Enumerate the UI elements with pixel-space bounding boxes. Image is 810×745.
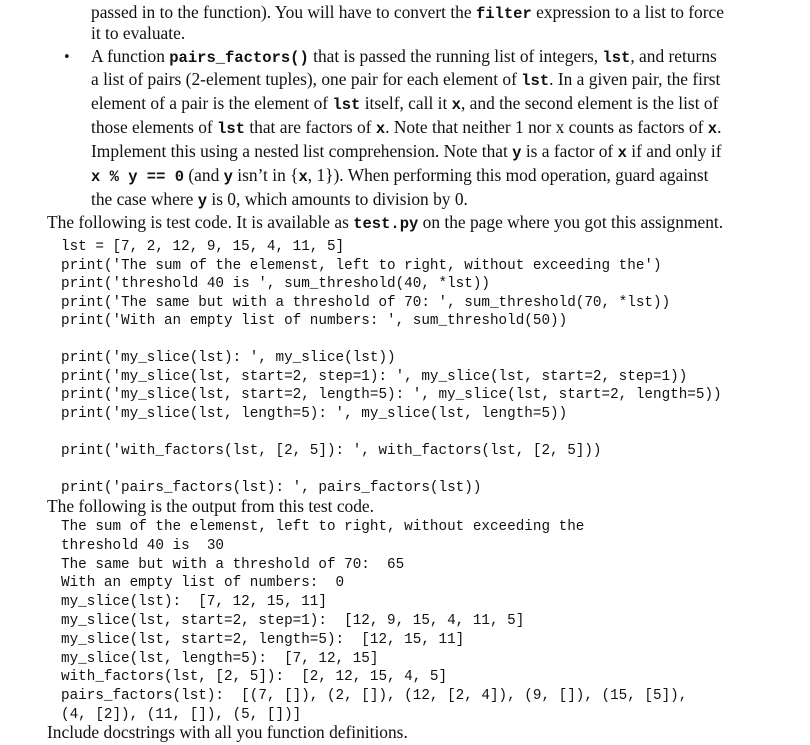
text-run: Implement this using a nested list comprehension. Note that	[91, 141, 513, 161]
bullet-line	[91, 69, 720, 91]
text-run: isn’t in {	[232, 165, 299, 185]
output-line: my_slice(lst, start=2, step=1): [12, 9, 15, 4, 11, 5]	[61, 613, 525, 629]
test-intro	[47, 212, 723, 234]
code-line: lst = [7, 2, 12, 9, 15, 4, 11, 5]	[61, 239, 345, 255]
text-run: on the page where you got this assignment.	[418, 212, 724, 232]
text-run: . Note that neither 1 nor x counts as factors of	[385, 117, 708, 137]
code-line: print('pairs_factors(lst): ', pairs_factors(lst))	[61, 479, 482, 496]
text-run: , and returns	[630, 46, 717, 66]
text-run: . In a given pair, the first	[549, 69, 721, 89]
text-run: expression to a list to force	[531, 2, 724, 22]
text-run: , and the second element is the list of	[460, 93, 719, 113]
code-line: print('my_slice(lst): ', my_slice(lst))	[61, 350, 396, 366]
text-run: that are factors of	[244, 117, 376, 137]
text-run: is 0, which amounts to division by 0.	[207, 189, 468, 209]
text-run: that is passed the running list of integers,	[308, 46, 603, 66]
output-line: pairs_factors(lst): [(7, []), (2, []), (12, [2, 4]), (9, []), (15, [5]),	[61, 688, 688, 705]
bullet-line	[91, 189, 468, 211]
bullet-line	[91, 93, 718, 115]
code-line: print('The sum of the elemenst, left to right, without exceeding the')	[61, 257, 662, 274]
bullet-marker: •	[63, 50, 71, 65]
output-line: my_slice(lst): [7, 12, 15, 11]	[61, 594, 327, 611]
output-line: The same but with a threshold of 70: 65	[61, 556, 405, 573]
inline-code: lst	[332, 96, 361, 114]
text-run: (and	[184, 165, 224, 185]
text-run: , 1}). When performing this mod operation, guard against	[307, 165, 709, 185]
code-line: print('with_factors(lst, [2, 5]): ', with_factors(lst, [2, 5]))	[61, 442, 602, 459]
inline-code: filter	[475, 5, 532, 23]
inline-code: lst	[521, 72, 550, 90]
inline-code: y	[223, 168, 233, 186]
text-run: element of a pair is the element of	[91, 93, 333, 113]
intro-line	[91, 23, 185, 43]
output-line: threshold 40 is 30	[61, 537, 225, 554]
inline-code: y	[512, 144, 522, 162]
text-run: if and only if	[626, 141, 722, 161]
bullet-line	[91, 117, 721, 139]
inline-code: pairs_factors()	[169, 49, 309, 67]
output-line: The sum of the elemenst, left to right, without exceeding the	[61, 519, 585, 535]
text-run: those elements of	[91, 117, 218, 137]
code-line: print('my_slice(lst, start=2, step=1): ', my_slice(lst, start=2, step=1))	[61, 368, 688, 385]
inline-code: lst	[217, 120, 245, 138]
output-line: (4, [2]), (11, []), (5, [])]	[61, 707, 302, 723]
text-run: the case where	[91, 189, 198, 209]
inline-code: y	[197, 192, 208, 210]
text-run: a list of pairs (2-element tuples), one pair for each element of	[91, 69, 522, 89]
inline-code: x	[298, 168, 308, 186]
output-line: with_factors(lst, [2, 5]): [2, 12, 15, 4, 5]	[61, 669, 448, 686]
output-line: my_slice(lst, length=5): [7, 12, 15]	[61, 650, 379, 667]
code-line: print('The same but with a threshold of 70: ', sum_threshold(70, *lst))	[61, 294, 671, 311]
inline-code: x % y == 0	[91, 168, 185, 186]
bullet-line	[91, 141, 722, 163]
intro-line	[91, 2, 724, 24]
text-run: .	[717, 117, 722, 137]
output-intro: The following is the output from this test code.	[47, 496, 374, 516]
code-line: print('my_slice(lst, start=2, length=5): ', my_slice(lst, start=2, length=5))	[61, 387, 722, 403]
output-line: With an empty list of numbers: 0	[61, 575, 345, 592]
inline-code: test.py	[353, 215, 419, 233]
text-run: The following is test code. It is available as	[47, 212, 354, 232]
code-line: print('threshold 40 is ', sum_threshold(40, *lst))	[61, 276, 490, 292]
inline-code: x	[375, 120, 386, 138]
text-run: it to evaluate.	[91, 23, 186, 43]
closing-text: Include docstrings with all you function definitions.	[47, 722, 408, 742]
text-run: is a factor of	[521, 141, 618, 161]
code-line: print('With an empty list of numbers: ', sum_threshold(50))	[61, 313, 568, 329]
output-line: my_slice(lst, start=2, length=5): [12, 15, 11]	[61, 631, 465, 648]
bullet-line	[91, 46, 717, 68]
text-run: passed in to the function). You will have to convert the	[91, 2, 476, 22]
inline-code: x	[451, 96, 461, 114]
inline-code: x	[707, 120, 718, 138]
inline-code: lst	[602, 49, 631, 67]
inline-code: x	[617, 144, 627, 162]
code-line: print('my_slice(lst, length=5): ', my_slice(lst, length=5))	[61, 405, 568, 422]
text-run: itself, call it	[360, 93, 452, 113]
bullet-line	[91, 165, 708, 187]
text-run: A function	[91, 46, 170, 66]
